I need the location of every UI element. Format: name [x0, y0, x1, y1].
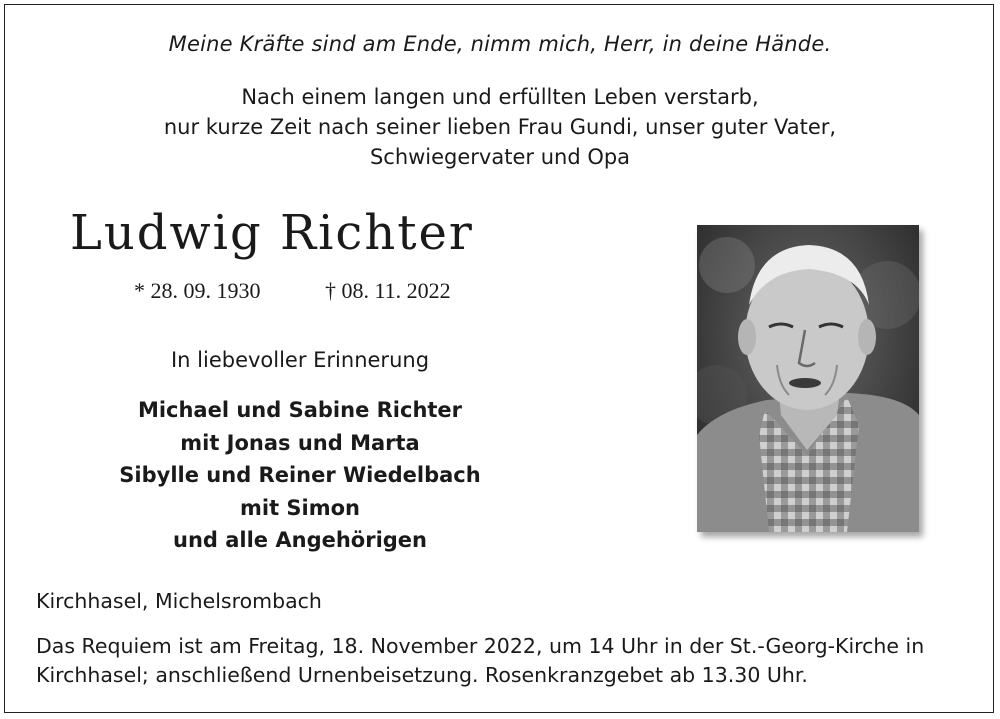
mourner-line: und alle Angehörigen	[173, 528, 427, 552]
requiem-line: Kirchhasel; anschließend Urnenbeisetzung. Rosenkranzgebet ab 13.30 Uhr.	[36, 663, 808, 687]
requiem-line: Das Requiem ist am Freitag, 18. November 2022, um 14 Uhr in der St.-Georg-Kirche in	[36, 634, 925, 658]
intro-line: Nach einem langen und erfüllten Leben verstarb,	[241, 85, 759, 109]
memory-line: In liebevoller Erinnerung	[170, 348, 430, 372]
place-line: Kirchhasel, Michelsrombach	[36, 589, 322, 613]
mourner-line: mit Jonas und Marta	[180, 430, 420, 455]
mourner-line: Sibylle und Reiner Wiedelbach	[119, 463, 481, 487]
mourner-line: mit Simon	[239, 495, 360, 520]
requiem-text	[36, 632, 971, 690]
intro-line: Schwiegervater und Opa	[369, 145, 631, 169]
birth-date: * 28. 09. 1930	[134, 278, 261, 303]
mourner-line: Michael und Sabine Richter	[137, 398, 463, 422]
portrait-photo	[697, 225, 919, 532]
intro-text	[0, 82, 1000, 172]
motto-verse: Meine Kräfte sind am Ende, nimm mich, Herr, in deine Hände.	[168, 32, 832, 56]
deceased-name: Ludwig Richter	[70, 205, 474, 261]
intro-line: nur kurze Zeit nach seiner lieben Frau Gundi, unser guter Vater,	[163, 115, 837, 139]
death-date: † 08. 11. 2022	[325, 278, 451, 303]
mourners-list	[95, 394, 505, 557]
